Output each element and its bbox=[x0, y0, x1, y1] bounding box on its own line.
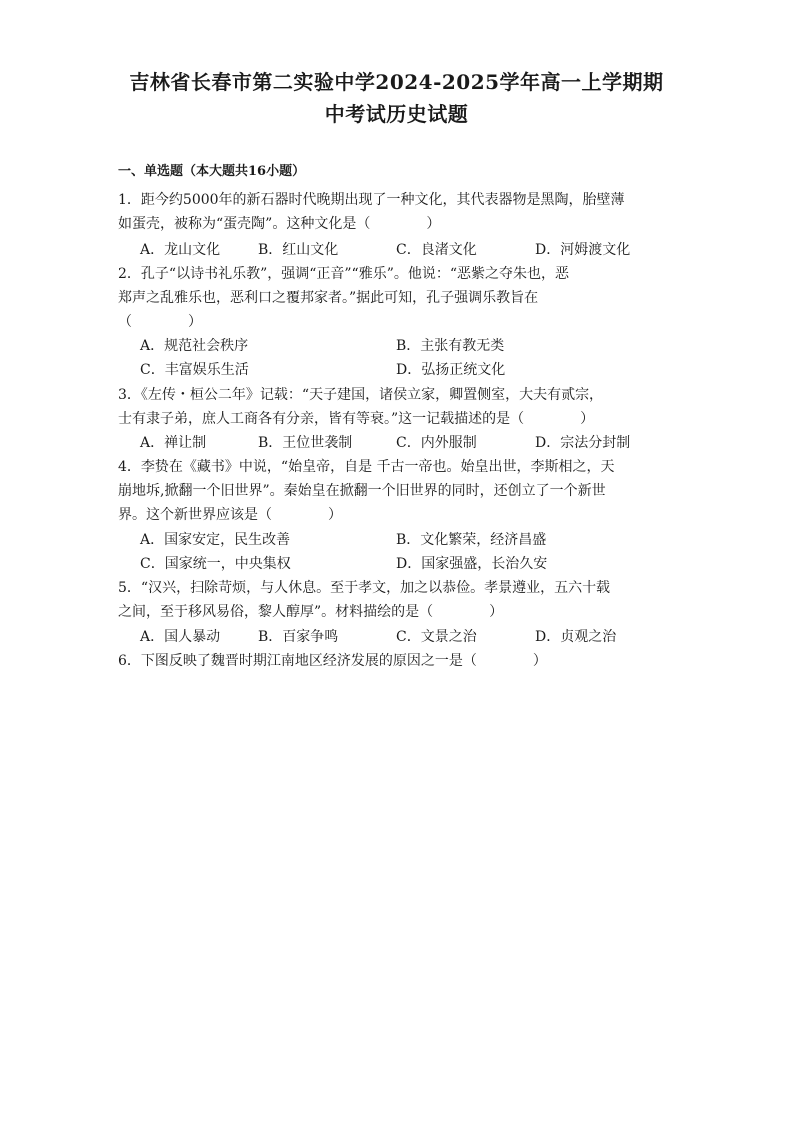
question-6-line-1: 6．下图反映了魏晋时期江南地区经济发展的原因之一是（ ） bbox=[118, 653, 547, 669]
question-4-option-c: C．国家统一，中央集权 bbox=[140, 556, 291, 572]
question-2-line-3: （ ） bbox=[118, 314, 202, 330]
question-2-line-2: 郑声之乱雅乐也，恶利口之覆邦家者。”据此可知，孔子强调乐教旨在 bbox=[118, 290, 539, 306]
question-5-option-a: A．国人暴动 bbox=[140, 629, 221, 645]
question-1-option-b: B．红山文化 bbox=[258, 242, 339, 258]
question-3-line-2: 士有隶子弟，庶人工商各有分亲，皆有等衰。”这一记载描述的是（ ） bbox=[118, 411, 595, 427]
question-3-option-a: A．禅让制 bbox=[140, 435, 207, 451]
question-4-option-a: A．国家安定，民生改善 bbox=[140, 532, 291, 548]
question-1-line-2: 如蛋壳，被称为“蛋壳陶”。这种文化是（ ） bbox=[118, 216, 441, 232]
question-5-line-1: 5．“汉兴，扫除苛烦，与人休息。至于孝文，加之以恭俭。孝景遵业，五六十载 bbox=[118, 580, 611, 596]
question-1-option-d: D．河姆渡文化 bbox=[535, 242, 631, 258]
question-3-line-1: 3．《左传・桓公二年》记载：“天子建国，诸侯立家，卿置侧室，大夫有贰宗， bbox=[118, 387, 604, 403]
question-3-option-b: B．王位世袭制 bbox=[258, 435, 353, 451]
question-1-option-a: A．龙山文化 bbox=[140, 242, 221, 258]
exam-title-line-1: 吉林省长春市第二实验中学2024-2025学年高一上学期期 bbox=[129, 70, 664, 94]
question-4-line-2: 崩地坼,掀翻一个旧世界”。秦始皇在掀翻一个旧世界的同时，还创立了一个新世 bbox=[118, 483, 606, 499]
question-1-line-1: 1．距今约5000年的新石器时代晚期出现了一种文化，其代表器物是黑陶，胎壁薄 bbox=[118, 192, 625, 208]
question-3-option-c: C．内外服制 bbox=[396, 435, 477, 451]
question-3-option-d: D．宗法分封制 bbox=[535, 435, 631, 451]
question-4-option-b: B．文化繁荣，经济昌盛 bbox=[396, 532, 547, 548]
question-5-option-d: D．贞观之治 bbox=[535, 629, 617, 645]
question-4-line-1: 4．李贽在《藏书》中说，“始皇帝，自是 千古一帝也。始皇出世，李斯相之，天 bbox=[118, 459, 615, 475]
question-4-option-d: D．国家强盛，长治久安 bbox=[396, 556, 548, 572]
question-4-line-3: 界。这个新世界应该是（ ） bbox=[118, 507, 342, 523]
question-5-line-2: 之间，至于移风易俗，黎人醇厚”。材料描绘的是（ ） bbox=[118, 604, 504, 620]
exam-title-line-2: 中考试历史试题 bbox=[324, 102, 469, 126]
question-2-option-a: A．规范社会秩序 bbox=[140, 338, 249, 354]
question-2-option-b: B．主张有教无类 bbox=[396, 338, 505, 354]
question-5-option-c: C．文景之治 bbox=[396, 629, 477, 645]
question-2-option-c: C．丰富娱乐生活 bbox=[140, 362, 249, 378]
question-5-option-b: B．百家争鸣 bbox=[258, 629, 339, 645]
question-2-option-d: D．弘扬正统文化 bbox=[396, 362, 506, 378]
question-2-line-1: 2．孔子“以诗书礼乐教”，强调“正音”“雅乐”。他说：“恶紫之夺朱也，恶 bbox=[118, 266, 570, 282]
question-1-option-c: C．良渚文化 bbox=[396, 242, 477, 258]
section-heading: 一、单选题（本大题共16小题） bbox=[118, 164, 306, 179]
